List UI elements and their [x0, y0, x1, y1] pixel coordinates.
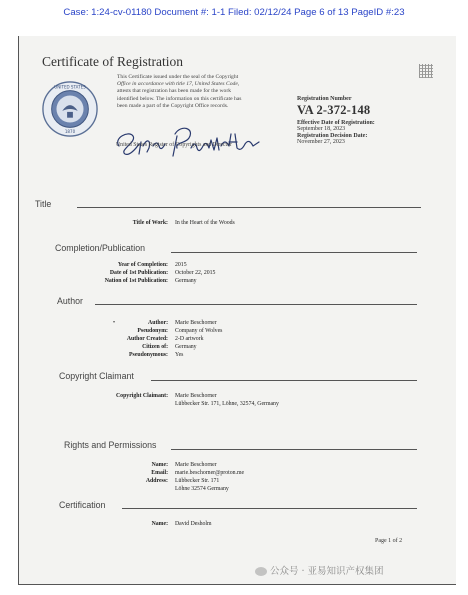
citizen-of-value: Germany — [175, 344, 197, 350]
rights-address-line1: Lübbecker Str. 171 — [175, 478, 220, 484]
first-publication-date-label: Date of 1st Publication: — [109, 270, 168, 276]
page-number: Page 1 of 2 — [375, 538, 403, 544]
rights-address-line2: Löhne 32574 Germany — [175, 486, 229, 492]
pseudonym-label: Pseudonym: — [137, 328, 168, 334]
rights-name-label: Name: — [151, 462, 168, 468]
case-header: Case: 1:24-cv-01180 Document #: 1-1 Filed: 02/12/24 Page 6 of 13 PageID #:23 — [63, 7, 405, 18]
rights-email-label: Email: — [151, 470, 168, 476]
citizen-of-label: Citizen of: — [142, 344, 168, 350]
year-completion-label: Year of Completion: — [117, 262, 168, 268]
title-of-work-label: Title of Work: — [132, 220, 168, 226]
completion-heading: Completion/Publication — [55, 243, 145, 253]
wechat-icon — [255, 567, 267, 576]
registration-number-label: Registration Number — [297, 96, 352, 102]
completion-rule — [171, 252, 417, 253]
rights-email-value: marie.beschorner@proton.me — [175, 470, 245, 476]
title-rule — [77, 207, 421, 208]
pseudonymous-label: Pseudonymous: — [129, 352, 168, 358]
claimant-address: Lübbecker Str. 171, Löhne, 32574, Germany — [175, 401, 279, 407]
rights-address-label: Address: — [145, 478, 168, 484]
certification-name-label: Name: — [151, 521, 168, 527]
certificate-page — [18, 36, 456, 585]
svg-text:UNITED STATES: UNITED STATES — [54, 84, 86, 90]
effective-date: September 18, 2023 — [297, 126, 346, 132]
rights-name-value: Marie Beschorner — [175, 462, 217, 468]
title-of-work-value: In the Heart of the Woods — [175, 220, 235, 226]
signer-title: United States Register of Copyrights and Director — [116, 142, 232, 148]
decision-date: November 27, 2023 — [297, 139, 345, 145]
registration-number: VA 2-372-148 — [297, 103, 371, 117]
qr-code — [419, 64, 433, 78]
first-publication-nation-value: Germany — [175, 278, 197, 284]
first-publication-date-value: October 22, 2015 — [175, 270, 216, 276]
certification-heading: Certification — [59, 500, 106, 510]
pseudonymous-value: Yes — [175, 352, 184, 358]
certification-name-value: David Desholm — [175, 521, 212, 527]
certificate-statement: This Certificate issued under the seal of the Copyright Office in accordance with title 17, United States Code, attests that registration has been made for the work identified below. The information on this certificate has been made a part of the Copyright Office records. — [117, 74, 242, 109]
author-created-label: Author Created: — [126, 336, 168, 342]
pseudonym-value: Company of Wolves — [175, 328, 223, 334]
first-publication-nation-label: Nation of 1st Publication: — [104, 278, 168, 284]
registration-block — [297, 96, 447, 146]
author-heading: Author — [57, 296, 83, 306]
year-completion-value: 2015 — [175, 262, 187, 268]
rights-heading: Rights and Permissions — [64, 440, 157, 450]
register-signature — [111, 116, 271, 160]
title-heading: Title — [35, 199, 52, 209]
certification-rule — [122, 508, 417, 509]
watermark-text: 公众号 · 亚易知识产权集团 — [270, 566, 384, 577]
watermark — [255, 563, 384, 577]
claimant-label: Copyright Claimant: — [115, 393, 168, 399]
author-value: Marie Beschorner — [175, 320, 217, 326]
decision-date-label: Registration Decision Date: — [297, 133, 368, 139]
author-created-value: 2-D artwork — [175, 336, 204, 342]
author-label: Author: — [148, 320, 168, 326]
claimant-rule — [151, 380, 417, 381]
claimant-name: Marie Beschorner — [175, 393, 217, 399]
svg-text:1870: 1870 — [64, 129, 76, 135]
rights-rule — [171, 449, 417, 450]
effective-date-label: Effective Date of Registration: — [297, 120, 375, 126]
copyright-office-seal-icon — [41, 80, 99, 138]
author-rule — [95, 304, 417, 305]
author-bullet: • — [113, 320, 116, 326]
claimant-heading: Copyright Claimant — [59, 371, 134, 381]
certificate-title: Certificate of Registration — [42, 54, 183, 69]
